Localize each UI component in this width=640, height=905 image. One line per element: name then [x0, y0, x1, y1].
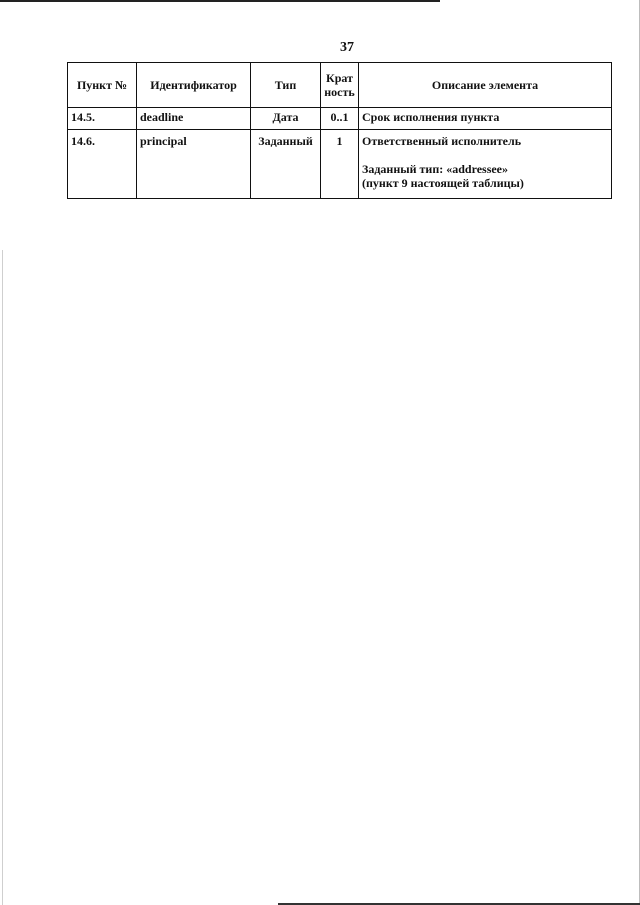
cell-identifier: deadline: [137, 108, 251, 130]
table-header-row: [68, 63, 612, 108]
cell-description: [359, 130, 612, 199]
header-multiplicity: [321, 63, 359, 108]
table-row: [68, 108, 612, 130]
element-table: [67, 62, 612, 199]
description-line: Срок исполнения пункта: [362, 110, 500, 124]
header-description: Описание элемента: [359, 63, 612, 108]
cell-type: Заданный: [251, 130, 321, 199]
cell-multiplicity: 1: [321, 130, 359, 199]
cell-num: 14.5.: [68, 108, 137, 130]
cell-identifier: principal: [137, 130, 251, 199]
header-multiplicity-line1: Крат: [326, 71, 353, 85]
cell-num: 14.6.: [68, 130, 137, 199]
cell-description: [359, 108, 612, 130]
header-num: Пункт №: [68, 63, 137, 108]
page-number: 37: [340, 40, 354, 55]
description-line: Заданный тип: «addressee»: [362, 162, 509, 176]
description-spacer: [362, 148, 608, 162]
header-multiplicity-line2: ность: [324, 85, 355, 99]
header-type: Тип: [251, 63, 321, 108]
scan-edge-left: [2, 250, 3, 905]
scan-border-top: [0, 0, 440, 2]
cell-type: Дата: [251, 108, 321, 130]
description-line: (пункт 9 настоящей таблицы): [362, 176, 524, 190]
cell-multiplicity: 0..1: [321, 108, 359, 130]
description-line: Ответственный исполнитель: [362, 134, 522, 148]
table-row: [68, 130, 612, 199]
header-identifier: Идентификатор: [137, 63, 251, 108]
